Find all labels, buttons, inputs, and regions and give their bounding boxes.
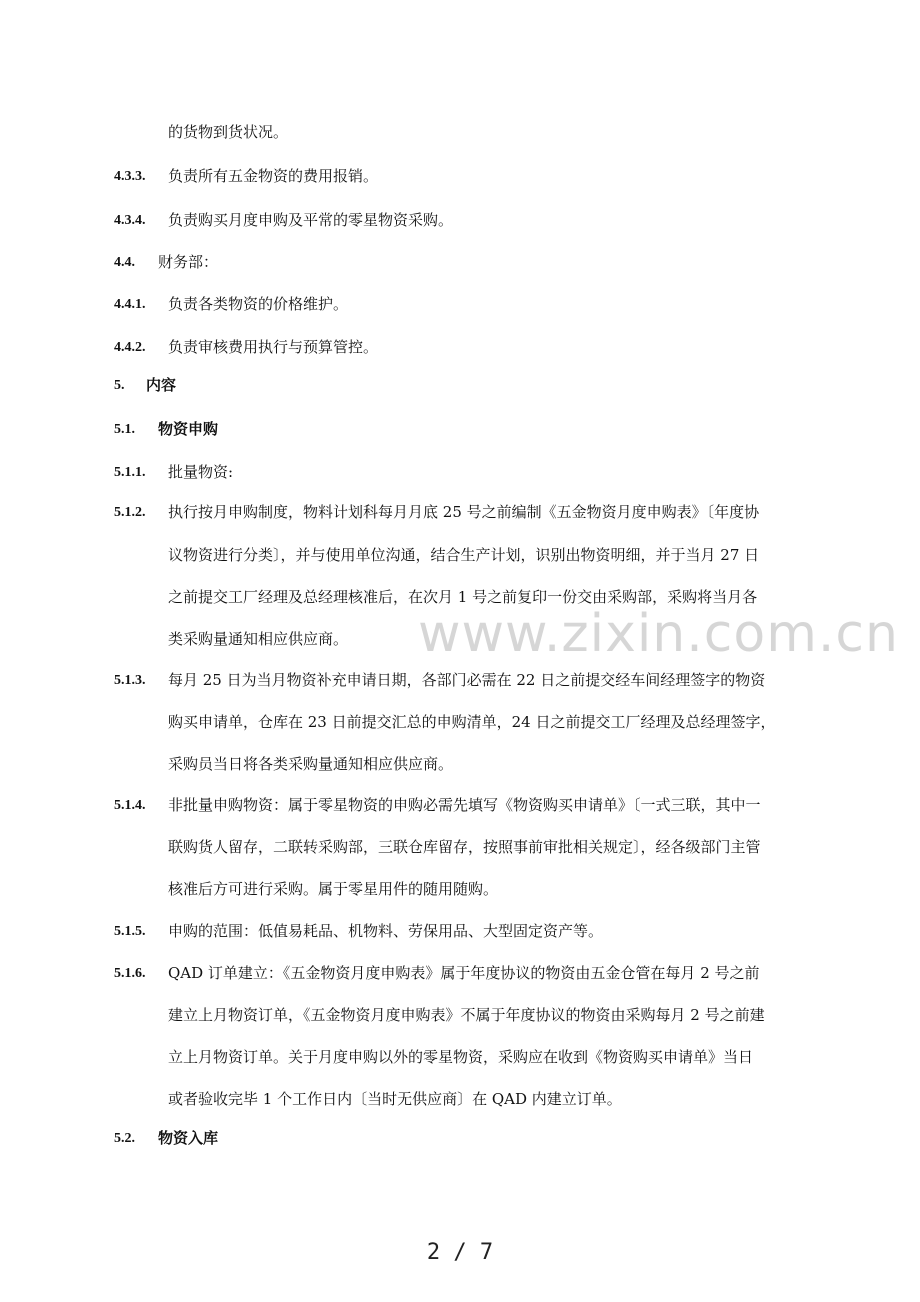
paragraph-line: 执行按月申购制度，物料计划科每月月底 25 号之前编制《五金物资月度申购表》〔年度协 xyxy=(168,503,760,521)
paragraph-line: 建立上月物资订单，《五金物资月度申购表》不属于年度协议的物资由采购每月 2 号之前建 xyxy=(168,1006,765,1024)
section-number: 5.1.2. xyxy=(114,505,146,520)
page-number: 2 / 7 xyxy=(426,1240,494,1265)
paragraph-line: 负责所有五金物资的费用报销。 xyxy=(168,167,379,185)
paragraph-line: 类采购量通知相应供应商。 xyxy=(168,630,349,648)
section-number: 4.3.3. xyxy=(114,169,146,184)
paragraph-line: 采购员当日将各类采购量通知相应供应商。 xyxy=(168,755,454,773)
paragraph-line: 负责购买月度申购及平常的零星物资采购。 xyxy=(168,211,454,229)
section-number: 5.1.5. xyxy=(114,924,146,939)
section-number: 5.1.1. xyxy=(114,465,146,480)
watermark: www.zixin.com.cn xyxy=(418,604,899,664)
paragraph-line: 申购的范围：低值易耗品、机物料、劳保用品、大型固定资产等。 xyxy=(168,922,604,940)
section-heading: 财务部： xyxy=(158,253,219,271)
section-heading: 内容 xyxy=(146,376,177,394)
section-number: 5.1.4. xyxy=(114,798,146,813)
paragraph-line: 之前提交工厂经理及总经理核准后，在次月 1 号之前复印一份交由采购部，采购将当月各 xyxy=(168,588,758,606)
paragraph-line: 购买申请单，仓库在 23 日前提交汇总的申购清单，24 日之前提交工厂经理及总经理签字， xyxy=(168,713,776,731)
paragraph-line: QAD 订单建立：《五金物资月度申购表》属于年度协议的物资由五金仓管在每月 2 号之前 xyxy=(168,964,760,982)
paragraph-line: 联购货人留存，二联转采购部，三联仓库留存，按照事前审批相关规定〕，经各级部门主管 xyxy=(168,838,761,856)
paragraph-line: 批量物资: xyxy=(168,463,234,481)
section-heading: 物资申购 xyxy=(158,420,219,438)
paragraph-line: 每月 25 日为当月物资补充申请日期，各部门必需在 22 日之前提交经车间经理签字的物资 xyxy=(168,671,766,689)
section-number: 4.3.4. xyxy=(114,213,146,228)
section-number: 5.1. xyxy=(114,422,135,437)
paragraph-line: 议物资进行分类〕，并与使用单位沟通，结合生产计划，识别出物资明细，并于当月 27 日 xyxy=(168,546,760,564)
paragraph-line: 负责审核费用执行与预算管控。 xyxy=(168,338,379,356)
paragraph-line: 负责各类物资的价格维护。 xyxy=(168,295,349,313)
section-number: 4.4. xyxy=(114,255,135,270)
section-number: 5.1.3. xyxy=(114,673,146,688)
section-number: 5. xyxy=(114,378,125,393)
section-heading: 物资入库 xyxy=(158,1129,219,1147)
paragraph-line: 或者验收完毕 1 个工作日内〔当时无供应商〕在 QAD 内建立订单。 xyxy=(168,1090,622,1108)
section-number: 4.4.1. xyxy=(114,297,146,312)
paragraph-line: 核准后方可进行采购。属于零星用件的随用随购。 xyxy=(168,880,499,898)
paragraph-line: 非批量申购物资：属于零星物资的申购必需先填写《物资购买申请单》〔一式三联，其中一 xyxy=(168,796,761,814)
section-number: 5.1.6. xyxy=(114,966,146,981)
section-number: 5.2. xyxy=(114,1131,135,1146)
paragraph-line: 立上月物资订单。关于月度申购以外的零星物资，采购应在收到《物资购买申请单》当日 xyxy=(168,1048,754,1066)
section-number: 4.4.2. xyxy=(114,340,146,355)
paragraph-line: 的货物到货状况。 xyxy=(168,123,289,141)
